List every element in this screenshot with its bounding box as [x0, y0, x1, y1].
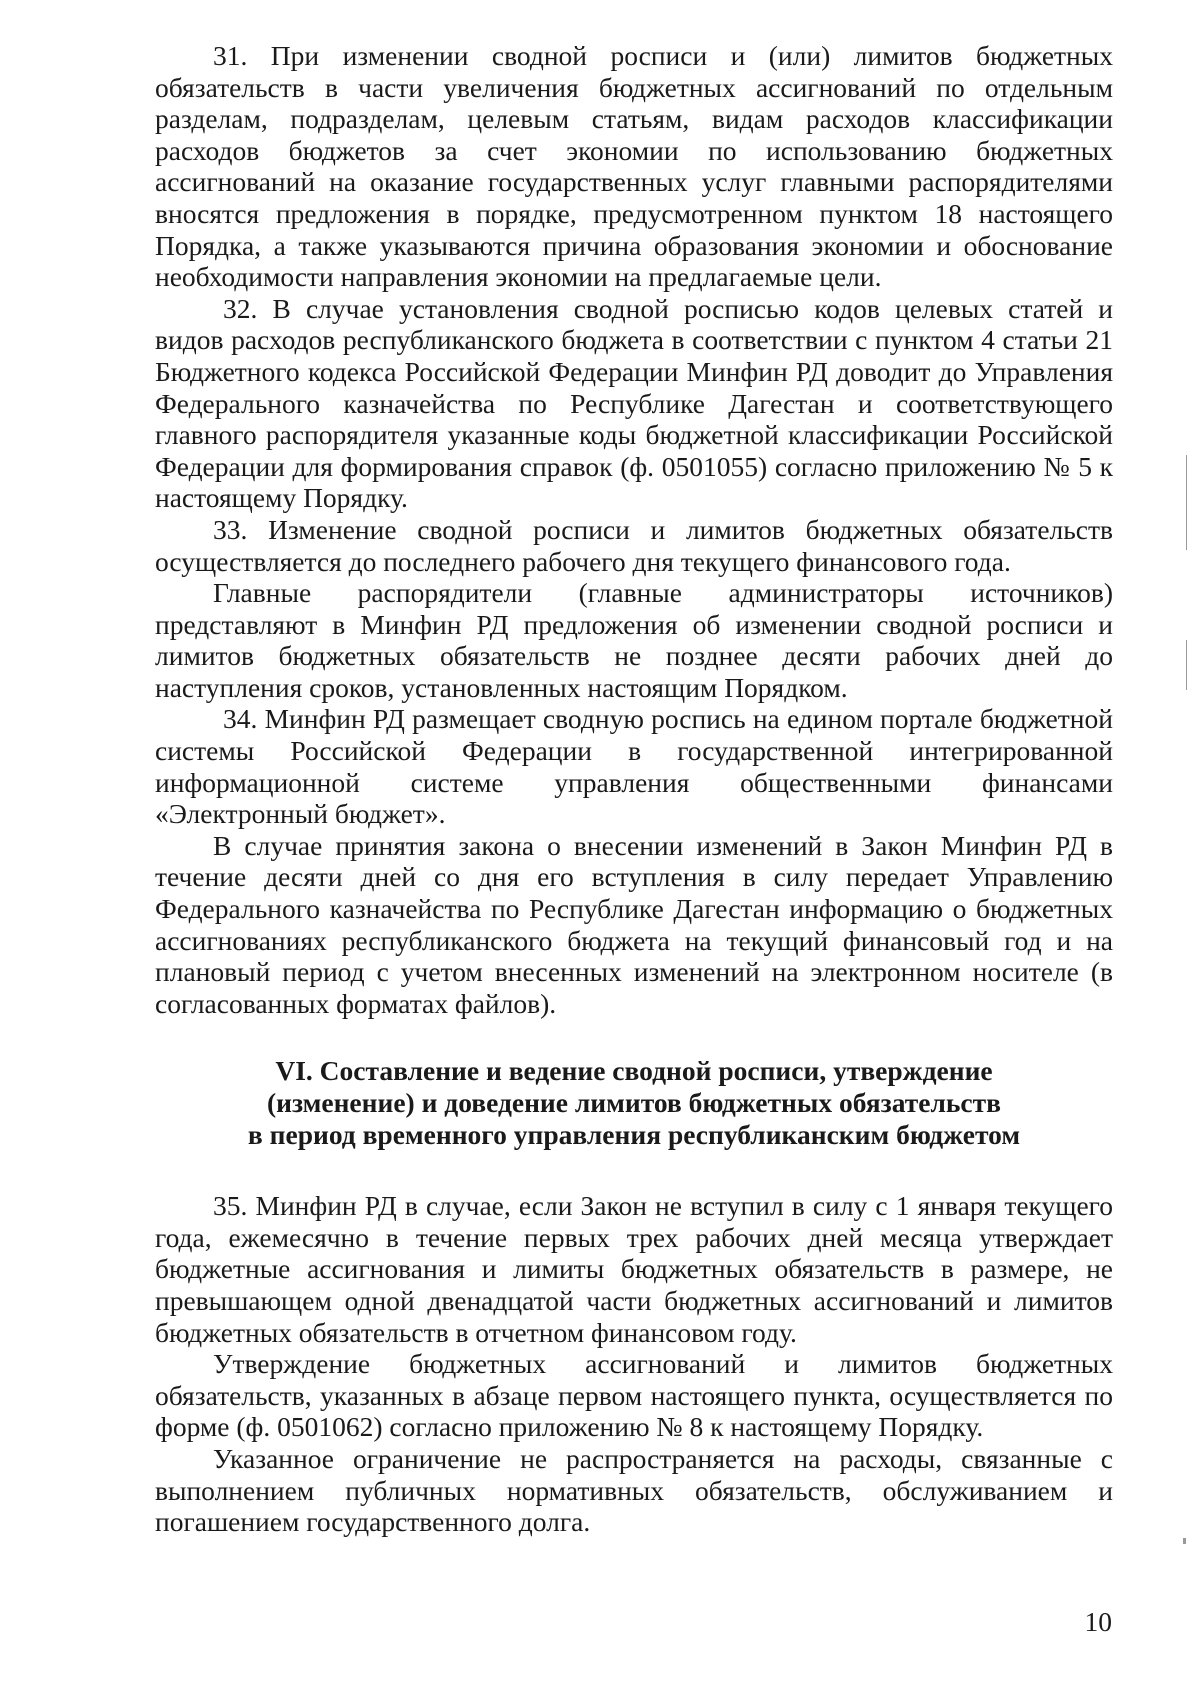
paragraph-34-continued: В случае принятия закона о внесении изменений в Закон Минфин РД в течение десяти дней со дня его вступления в силу передает Управлению Федерального казначейства по Республике Дагестан информацию о бюджетных ассигнованиях республиканского бюджета на текущий финансовый год и на плановый период с учетом внесенных изменений на электронном носителе (в согласованных форматах файлов). [155, 829, 1113, 1019]
paragraph-34: 34. Минфин РД размещает сводную роспись на едином портале бюджетной системы Российской Федерации в государственной интегрированной информационной системе управления общественными финансами «Электронный бюджет». [155, 703, 1113, 830]
scan-artifact-dot [1183, 1538, 1186, 1544]
section-heading [155, 1055, 1113, 1150]
section-heading-line-3: в период временного управления республиканским бюджетом [247, 1118, 1021, 1150]
paragraph-35: 35. Минфин РД в случае, если Закон не вступил в силу с 1 января текущего года, ежемесячно в течение первых трех рабочих дней месяца утверждает бюджетные ассигнования и лимиты бюджетных обязательств в размере, не превышающем одной двенадцатой части бюджетных ассигнований и лимитов бюджетных обязательств в отчетном финансовом году. [155, 1190, 1113, 1348]
document-page [155, 40, 1113, 1538]
scan-artifact-line [1186, 455, 1187, 550]
section-heading-line-1: VI. Составление и ведение сводной росписи, утверждение [275, 1055, 993, 1087]
paragraph-33-continued: Главные распорядители (главные администраторы источников) представляют в Минфин РД предложения об изменении сводной росписи и лимитов бюджетных обязательств не позднее десяти рабочих дней до наступления сроков, установленных настоящим Порядком. [155, 577, 1113, 703]
paragraph-32: 32. В случае установления сводной росписью кодов целевых статей и видов расходов республиканского бюджета в соответствии с пунктом 4 статьи 21 Бюджетного кодекса Российской Федерации Минфин РД доводит до Управления Федерального казначейства по Республике Дагестан и соответствующего главного распорядителя указанные коды бюджетной классификации Российской Федерации для формирования справок (ф. 0501055) согласно приложению № 5 к настоящему Порядку. [155, 292, 1113, 514]
paragraph-31: 31. При изменении сводной росписи и (или) лимитов бюджетных обязательств в части увеличения бюджетных ассигнований по отдельным разделам, подразделам, целевым статьям, видам расходов классификации расходов бюджетов за счет экономии по использованию бюджетных ассигнований на оказание государственных услуг главными распорядителями вносятся предложения в порядке, предусмотренном пунктом 18 настоящего Порядка, а также указываются причина образования экономии и обоснование необходимости направления экономии на предлагаемые цели. [155, 40, 1113, 293]
page-number: 10 [1084, 1606, 1112, 1637]
scan-artifact-line [1186, 640, 1187, 690]
section-heading-line-2: (изменение) и доведение лимитов бюджетных обязательств [266, 1087, 1001, 1118]
paragraph-35-limitation: Указанное ограничение не распространяется на расходы, связанные с выполнением публичных нормативных обязательств, обслуживанием и погашением государственного долга. [155, 1442, 1113, 1538]
paragraph-35-approval: Утверждение бюджетных ассигнований и лимитов бюджетных обязательств, указанных в абзаце первом настоящего пункта, осуществляется по форме (ф. 0501062) согласно приложению № 8 к настоящему Порядку. [155, 1348, 1113, 1443]
paragraph-33: 33. Изменение сводной росписи и лимитов бюджетных обязательств осуществляется до последнего рабочего дня текущего финансового года. [155, 513, 1113, 577]
